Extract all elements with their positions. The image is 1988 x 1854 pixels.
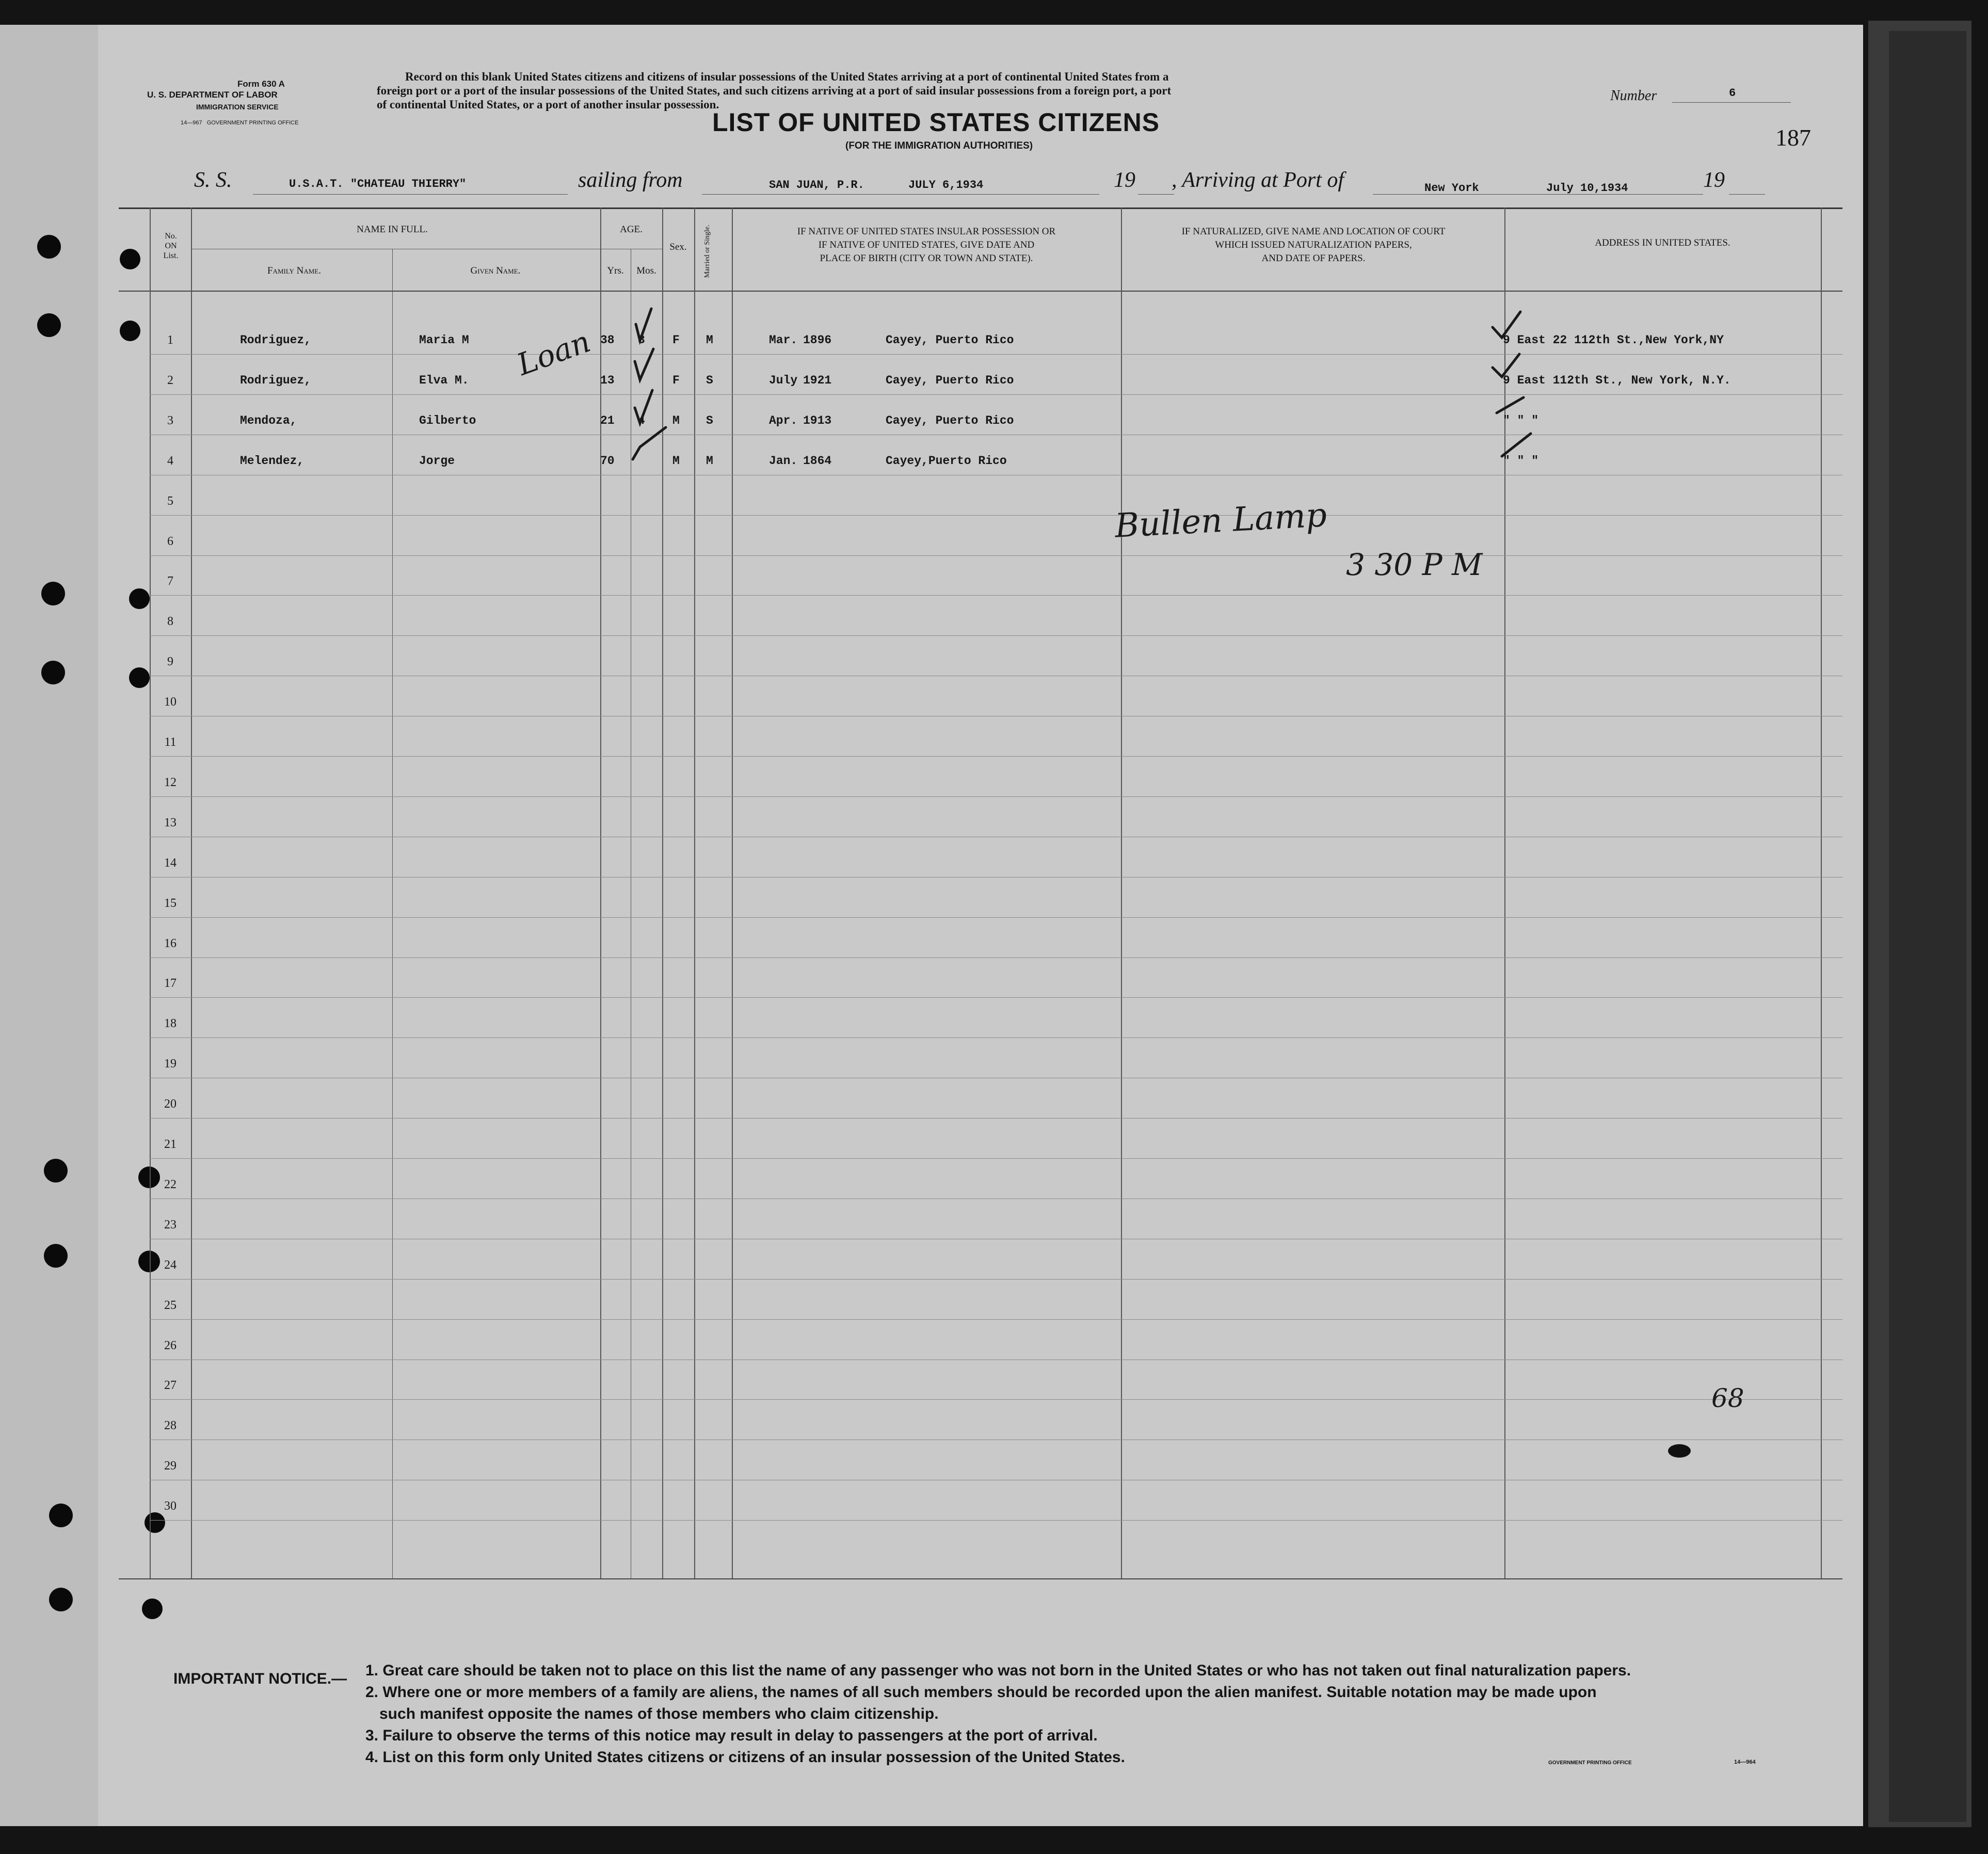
row-number: 27 <box>164 1379 177 1392</box>
instruction-line-1: Record on this blank United States citizens and citizens of insular possessions of the United States arriving at a port of continental United States from a <box>405 70 1169 83</box>
notice-item-4: 4. List on this form only United States citizens or citizens of an insular possession of the United States. <box>365 1749 1125 1766</box>
marital-status-cell: M <box>706 333 713 347</box>
row-number: 26 <box>164 1339 177 1352</box>
service: IMMIGRATION SERVICE <box>196 103 279 111</box>
row-number: 6 <box>167 535 173 548</box>
row-number: 8 <box>167 615 173 628</box>
row-number: 13 <box>164 816 177 829</box>
header-yrs: Yrs. <box>607 265 624 276</box>
birth-place-cell: Cayey, Puerto Rico <box>886 333 1014 347</box>
header-birth-line-3: PLACE OF BIRTH (CITY OR TOWN AND STATE). <box>820 253 1033 264</box>
age-months-cell: 3 <box>638 333 645 347</box>
year-label-1: 19 <box>1114 168 1135 192</box>
given-name-cell: Maria M <box>419 333 469 347</box>
row-number: 20 <box>164 1097 177 1111</box>
check-mark <box>1493 354 1519 377</box>
handwritten-margin-note: Loan <box>512 324 595 382</box>
handwritten-inspector: Bullen Lamp <box>1114 496 1328 546</box>
notice-item-2: 2. Where one or more members of a family are aliens, the names of all such members should be recorded upon the alien manifest. Suitable notation may be made upon <box>365 1684 1597 1701</box>
birth-month-cell: July <box>769 374 798 387</box>
check-mark <box>1493 312 1520 338</box>
birth-year-cell: 1864 <box>803 454 832 468</box>
row-number: 7 <box>167 574 173 588</box>
departure-date: JULY 6,1934 <box>908 179 984 191</box>
department: U. S. DEPARTMENT OF LABOR <box>147 90 278 100</box>
row-number: 1 <box>167 333 173 347</box>
row-number: 15 <box>164 897 177 910</box>
address-cell: 9 East 112th St., New York, N.Y. <box>1503 374 1731 387</box>
header-married-single: Married or Single. <box>703 225 711 278</box>
birth-place-cell: Cayey,Puerto Rico <box>886 454 1007 468</box>
row-number: 10 <box>164 695 177 709</box>
header-no-line: No. <box>165 232 177 241</box>
age-years-cell: 21 <box>600 414 615 427</box>
sex-cell: F <box>672 333 680 347</box>
sex-cell: F <box>672 374 680 387</box>
family-name-cell: Rodriguez, <box>240 374 312 387</box>
row-number: 17 <box>164 977 177 990</box>
age-months-cell: 4 <box>638 414 645 427</box>
row-number: 30 <box>164 1499 177 1513</box>
departure-port: SAN JUAN, P.R. <box>769 179 864 191</box>
row-number: 14 <box>164 856 177 870</box>
row-number: 12 <box>164 776 177 789</box>
year-label-2: 19 <box>1703 168 1725 192</box>
row-number: 23 <box>164 1218 177 1232</box>
header-list-line: List. <box>163 251 179 260</box>
check-mark <box>635 390 652 423</box>
row-number: 19 <box>164 1057 177 1070</box>
arriving-label: , Arriving at Port of <box>1172 168 1344 192</box>
row-number: 25 <box>164 1299 177 1312</box>
sailing-label: sailing from <box>578 168 683 192</box>
arrival-date: July 10,1934 <box>1546 182 1628 195</box>
check-mark <box>1497 397 1524 413</box>
age-years-cell: 70 <box>600 454 615 468</box>
birth-place-cell: Cayey, Puerto Rico <box>886 374 1014 387</box>
header-age: AGE. <box>620 224 643 235</box>
gpo-footer: GOVERNMENT PRINTING OFFICE <box>1548 1760 1632 1766</box>
row-number: 18 <box>164 1017 177 1030</box>
form-number: Form 630 A <box>237 79 285 89</box>
notice-item-2-cont: such manifest opposite the names of those members who claim citizenship. <box>379 1705 939 1722</box>
page-title: LIST OF UNITED STATES CITIZENS <box>712 108 1160 137</box>
header-name-in-full: NAME IN FULL. <box>357 224 428 235</box>
birth-place-cell: Cayey, Puerto Rico <box>886 414 1014 427</box>
header-birth-line-1: IF NATIVE OF UNITED STATES INSULAR POSSESSION OR <box>797 226 1056 237</box>
notice-item-3: 3. Failure to observe the terms of this notice may result in delay to passengers at the port of arrival. <box>365 1727 1098 1744</box>
print-code-number: 14—967 <box>181 120 202 126</box>
header-naturalized-line-1: IF NATURALIZED, GIVE NAME AND LOCATION OF COURT <box>1181 226 1446 237</box>
family-name-cell: Mendoza, <box>240 414 297 427</box>
row-number: 3 <box>167 414 173 427</box>
check-mark <box>633 427 666 459</box>
age-years-cell: 13 <box>600 374 615 387</box>
given-name-cell: Gilberto <box>419 414 476 427</box>
row-number: 2 <box>167 374 173 387</box>
age-years-cell: 38 <box>600 333 615 347</box>
address-cell: 9 East 22 112th St.,New York,NY <box>1503 333 1724 347</box>
check-mark <box>636 309 651 341</box>
arrival-port: New York <box>1424 182 1479 195</box>
header-naturalized-line-3: AND DATE OF PAPERS. <box>1261 253 1366 264</box>
form-code-footer: 14—964 <box>1734 1759 1756 1765</box>
row-number: 11 <box>164 736 177 749</box>
birth-month-cell: Apr. <box>769 414 798 427</box>
notice-item-1: 1. Great care should be taken not to place on this list the name of any passenger who was not born in the United States or who has not taken out final naturalization papers. <box>365 1662 1631 1679</box>
number-label: Number <box>1610 88 1657 104</box>
birth-year-cell: 1921 <box>803 374 832 387</box>
page-subtitle: (FOR THE IMMIGRATION AUTHORITIES) <box>845 140 1033 151</box>
header-naturalized-line-2: WHICH ISSUED NATURALIZATION PAPERS, <box>1215 239 1412 250</box>
header-family-name: Family Name. <box>267 265 321 276</box>
marital-status-cell: S <box>706 414 713 427</box>
marital-status-cell: S <box>706 374 713 387</box>
handwritten-tally: 68 <box>1711 1383 1744 1413</box>
ship-name: U.S.A.T. "CHATEAU THIERRY" <box>289 178 467 190</box>
given-name-cell: Jorge <box>419 454 455 468</box>
instruction-line-2: foreign port or a port of the insular possessions of the United States, and such citizens arriving at a port of said insular possessions from a foreign port, a port <box>377 84 1172 97</box>
address-cell: " " " <box>1503 414 1539 427</box>
row-number: 9 <box>167 655 173 668</box>
row-number: 29 <box>164 1459 177 1473</box>
ss-label: S. S. <box>194 168 232 192</box>
given-name-cell: Elva M. <box>419 374 469 387</box>
marital-status-cell: M <box>706 454 713 468</box>
row-number: 22 <box>164 1178 177 1191</box>
instruction-line-3: of continental United States, or a port of another insular possession. <box>377 98 719 111</box>
address-cell: " " " <box>1503 454 1539 468</box>
page-number: 187 <box>1775 124 1811 151</box>
row-number: 28 <box>164 1419 177 1432</box>
birth-year-cell: 1896 <box>803 333 832 347</box>
row-number: 21 <box>164 1138 177 1151</box>
family-name-cell: Melendez, <box>240 454 304 468</box>
birth-month-cell: Jan. <box>769 454 798 468</box>
header-given-name: Given Name. <box>470 265 521 276</box>
header-mos: Mos. <box>636 265 656 276</box>
header-birth-line-2: IF NATIVE OF UNITED STATES, GIVE DATE AND <box>818 239 1035 250</box>
handwritten-time: 3 30 P M <box>1346 547 1483 582</box>
row-number: 24 <box>164 1258 177 1272</box>
sex-cell: M <box>672 454 680 468</box>
header-sex: Sex. <box>669 242 687 252</box>
birth-year-cell: 1913 <box>803 414 832 427</box>
check-mark <box>635 349 653 380</box>
print-office: GOVERNMENT PRINTING OFFICE <box>206 120 299 126</box>
header-address: ADDRESS IN UNITED STATES. <box>1595 237 1730 248</box>
check-mark <box>1502 434 1531 456</box>
row-number: 5 <box>167 494 173 508</box>
family-name-cell: Rodriguez, <box>240 333 312 347</box>
row-number: 4 <box>167 454 173 468</box>
header-on-line: ON <box>165 242 177 250</box>
notice-label: IMPORTANT NOTICE.— <box>173 1670 347 1687</box>
number-value: 6 <box>1729 87 1736 100</box>
sex-cell: M <box>672 414 680 427</box>
birth-month-cell: Mar. <box>769 333 798 347</box>
row-number: 16 <box>164 937 177 950</box>
